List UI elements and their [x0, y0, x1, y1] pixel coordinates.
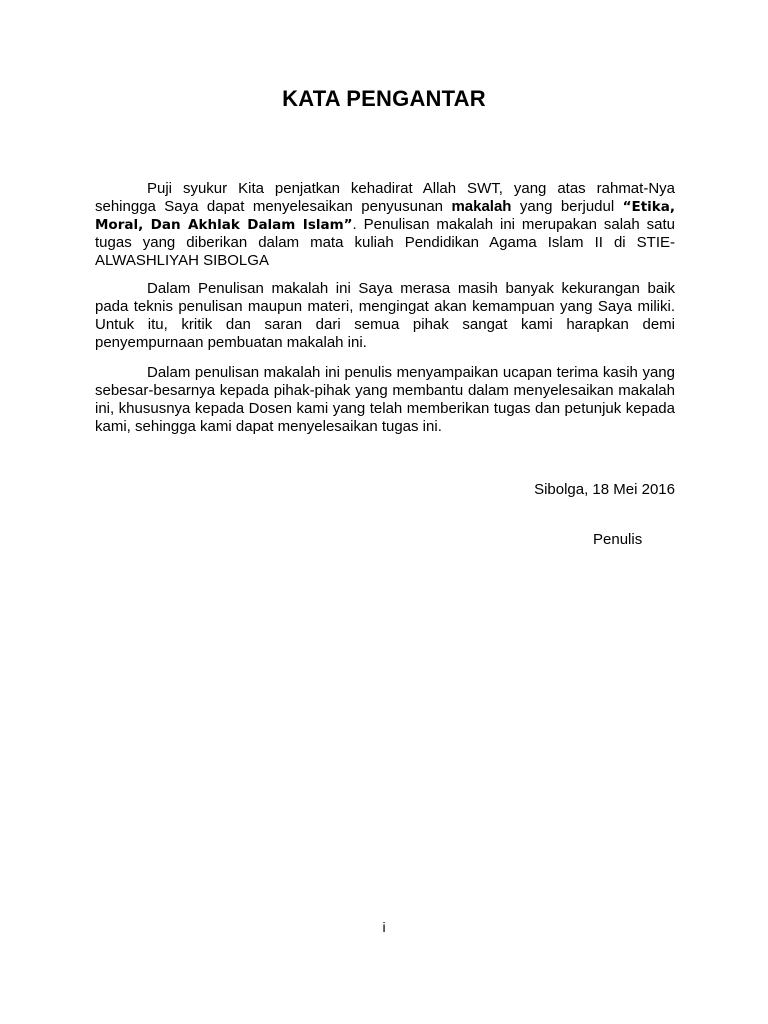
page-title: KATA PENGANTAR [282, 86, 486, 111]
paragraph-intro-text-middle: yang berjudul [511, 198, 623, 215]
author-signature: Penulis [593, 531, 643, 548]
paper-title-quote: “Etika, Moral, Dan Akhlak Dalam Islam” [95, 199, 676, 233]
paragraph-intro [95, 180, 675, 270]
paragraph-intro-text-after: . Penulisan makalah ini merupakan salah satu tugas yang diberikan dalam mata kuliah Pendidikan Agama Islam II di STIE-ALWASHLIYAH SIBOLGA [95, 216, 675, 269]
paragraph-thanks-text: Dalam penulisan makalah ini penulis menyampaikan ucapan terima kasih yang sebesar-besarnya kepada pihak-pihak yang membantu dalam menyelesaikan makalah ini, khususnya kepada Dosen kami yang telah memberikan tugas dan petunjuk kepada kami, sehingga kami dapat menyelesaikan tugas ini. [95, 364, 675, 435]
paragraph-intro-text-before: Puji syukur Kita penjatkan kehadirat Allah SWT, yang atas rahmat-Nya sehingga Saya dapat menyelesaikan penyusunan [95, 180, 675, 215]
place-date: Sibolga, 18 Mei 2016 [534, 481, 675, 498]
paragraph-intro-bold-word: makalah [451, 198, 512, 215]
page-number: i [382, 919, 386, 935]
paragraph-thanks [95, 364, 675, 436]
paragraph-shortcomings [95, 280, 675, 352]
paragraph-shortcomings-text: Dalam Penulisan makalah ini Saya merasa masih banyak kekurangan baik pada teknis penulisan maupun materi, mengingat akan kemampuan yang Saya miliki. Untuk itu, kritik dan saran dari semua pihak sangat kami harapkan demi penyempurnaan pembuatan makalah ini. [95, 280, 675, 351]
